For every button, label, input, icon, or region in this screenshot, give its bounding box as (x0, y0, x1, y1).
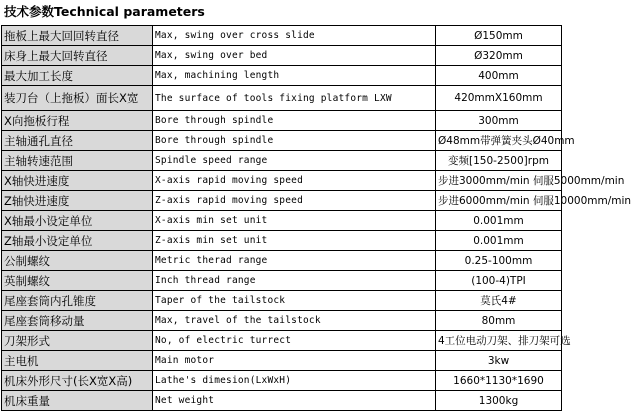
param-value: 0.001mm (436, 211, 562, 231)
table-row (2, 86, 562, 111)
param-name-cn: 主轴转速范围 (2, 151, 153, 171)
table-row (2, 111, 562, 131)
table-row (2, 371, 562, 391)
param-value: 4工位电动刀架、排刀架可选 (436, 331, 562, 351)
param-name-en: Max, machining length (153, 66, 436, 86)
page-title: 技术参数Technical parameters (4, 4, 205, 19)
param-name-en: Max, swing over cross slide (153, 26, 436, 46)
table-row (2, 131, 562, 151)
param-name-en (153, 86, 436, 111)
param-name-cn: 装刀台（上拖板）面长X宽 (2, 86, 153, 111)
table-row (2, 26, 562, 46)
param-name-cn: X轴最小设定单位 (2, 211, 153, 231)
param-name-cn: 主轴通孔直径 (2, 131, 153, 151)
param-value: 1300kg (436, 391, 562, 411)
param-name-cn: 尾座套筒内孔锥度 (2, 291, 153, 311)
param-name-cn: 尾座套筒移动量 (2, 311, 153, 331)
param-value: 变频[150-2500]rpm (436, 151, 562, 171)
param-name-cn: X向拖板行程 (2, 111, 153, 131)
param-name-en: X-axis rapid moving speed (153, 171, 436, 191)
param-name-en: Z-axis min set unit (153, 231, 436, 251)
table-row (2, 46, 562, 66)
table-row (2, 351, 562, 371)
param-name-cn: 机床重量 (2, 391, 153, 411)
table-row (2, 171, 562, 191)
table-row (2, 231, 562, 251)
param-value: 莫氏4# (436, 291, 562, 311)
param-name-cn: 床身上最大回转直径 (2, 46, 153, 66)
parameters-table (1, 25, 631, 411)
param-name-cn: X轴快进速度 (2, 171, 153, 191)
table-row (2, 191, 562, 211)
param-name-en: Max, swing over bed (153, 46, 436, 66)
param-value: 0.001mm (436, 231, 562, 251)
param-name-cn: 英制螺纹 (2, 271, 153, 291)
param-name-en: Taper of the tailstock (153, 291, 436, 311)
param-name-en: Metric therad range (153, 251, 436, 271)
table-row (2, 271, 562, 291)
param-name-cn: 最大加工长度 (2, 66, 153, 86)
table-row (2, 211, 562, 231)
param-value: 步进3000mm/min 伺服5000mm/min (436, 171, 562, 191)
table-row (2, 391, 562, 411)
param-name-en: X-axis min set unit (153, 211, 436, 231)
param-value: 步进6000mm/min 伺服10000mm/min (436, 191, 562, 211)
param-name-cn: Z轴快进速度 (2, 191, 153, 211)
param-name-cn: Z轴最小设定单位 (2, 231, 153, 251)
table-row (2, 251, 562, 271)
param-value: 3kw (436, 351, 562, 371)
param-value: 400mm (436, 66, 562, 86)
param-value: Ø48mm带弹簧夹头Ø40mm (436, 131, 562, 151)
param-value: 420mmX160mm (436, 86, 562, 111)
param-name-cn: 主电机 (2, 351, 153, 371)
param-name-cn: 拖板上最大回回转直径 (2, 26, 153, 46)
param-name-cn: 公制螺纹 (2, 251, 153, 271)
param-name-en: Lathe's dimesion(LxWxH) (153, 371, 436, 391)
param-value: 80mm (436, 311, 562, 331)
param-name-en: Net weight (153, 391, 436, 411)
table-row (2, 66, 562, 86)
param-name-en: Main motor (153, 351, 436, 371)
param-name-en: Bore through spindle (153, 111, 436, 131)
param-value: Ø320mm (436, 46, 562, 66)
param-name-en: Max, travel of the tailstock (153, 311, 436, 331)
param-name-cn: 机床外形尺寸(长X宽X高) (2, 371, 153, 391)
param-name-cn: 刀架形式 (2, 331, 153, 351)
param-name-en: Inch thread range (153, 271, 436, 291)
table-row (2, 311, 562, 331)
param-name-en: Bore through spindle (153, 131, 436, 151)
table-row (2, 331, 562, 351)
param-value: 300mm (436, 111, 562, 131)
param-name-en-text: The surface of tools fixing platform LXW (155, 92, 392, 104)
param-value: (100-4)TPI (436, 271, 562, 291)
param-value: 0.25-100mm (436, 251, 562, 271)
table-row (2, 291, 562, 311)
param-value: Ø150mm (436, 26, 562, 46)
param-name-en: No, of electric turrect (153, 331, 436, 351)
param-name-en: Spindle speed range (153, 151, 436, 171)
param-name-en: Z-axis rapid moving speed (153, 191, 436, 211)
table-row (2, 151, 562, 171)
param-value: 1660*1130*1690 (436, 371, 562, 391)
